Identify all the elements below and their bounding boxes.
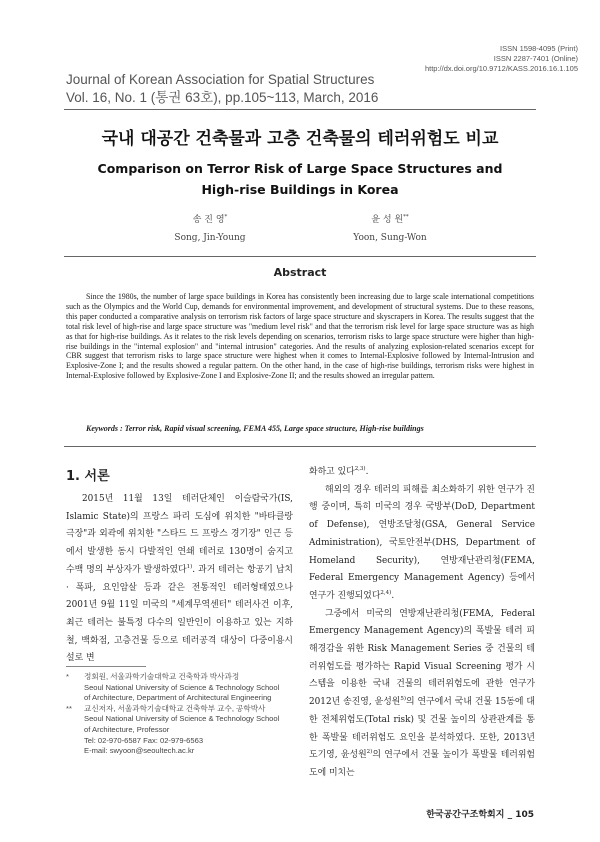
left-column <box>66 491 293 668</box>
author-1-name-en: Song, Jin-Young <box>174 233 246 243</box>
footnotes <box>66 672 296 757</box>
author-2-name-en: Yoon, Sung-Won <box>353 233 427 243</box>
journal-header <box>66 71 378 107</box>
citation: 2,4) <box>380 589 392 596</box>
abstract-text: Since the 1980s, the number of large space buildings in Korea has consistently been increasing due to large scale international competitions such as the Olympics and the World Cup, demands for environmental improvement, and development of structural systems. Due to these reasons, this paper conducted a comparative analysis on terrorism risk factors of large space structure and skyscrapers in Korea. The results suggest that the total risk level of high-rise and large space structure was "medium level risk" and that the terrorism risk level for large space structure was as high as that for high-rise buildings. As it relates to the risk levels depending on scenarios, terrorism risks to large space structure were higher than high-rise buildings in the "internal explosion" and "internal intrusion" categories. And the results of analyzing explosion-related scenarios except for CBR suggest that terrorism risks to large space structure were highest when it comes to Internal-Explosive followed by Internal-Intrusion and Explosive-Zone I; and the results showed a regular pattern. On the other hand, in the case of high-rise buildings, terrorism risks were highest in Internal-Explosive followed by Explosive-Zone I and Explosive-Zone II; and the results showed an irregular pattern. <box>66 292 534 381</box>
abstract-bottom-rule <box>64 446 536 447</box>
citation: 1) <box>186 563 193 570</box>
footnote-2: ** 교신저자, 서울과학기술대학교 건축학부 교수, 공학박사 Seoul National University of Science & Technology School of Architecture, Professor Tel: 02-970-6587 Fax: 02-979-6563 E-mail: swyoon@seoultech.ac.kr <box>66 703 280 756</box>
citation: 5) <box>400 696 407 703</box>
issn-block <box>425 44 578 74</box>
doi-link[interactable]: http://dx.doi.org/10.9712/KASS.2016.16.1.105 <box>424 64 578 73</box>
citation: 2) <box>366 749 373 756</box>
author-1 <box>140 211 280 247</box>
author-1-name-ko: 송 진 영 <box>192 215 225 225</box>
author-2-name-ko: 윤 성 원 <box>371 215 404 225</box>
volume-info: Vol. 16, No. 1 (통권 63호), pp.105~113, March, 2016 <box>66 90 379 105</box>
footnote-1: * 정회원, 서울과학기술대학교 건축학과 박사과정 Seoul National University of Science & Technology School of Architecture, Department of Architectural Engineering <box>66 672 280 703</box>
abstract-top-rule <box>64 256 536 257</box>
issn-print: ISSN 1598-4095 (Print) <box>500 44 578 53</box>
title-english: Comparison on Terror Risk of Large Space Structures and High-rise Buildings in Korea <box>97 161 503 197</box>
journal-name: Journal of Korean Association for Spatial Structures <box>66 72 375 87</box>
body-paragraph: 해외의 경우 테러의 피해를 최소화하기 위한 연구가 진행 중이며, 특히 미국의 경우 국방부(DoD, Department of Defense), 연방조달청(GSA, General Service Administration), 국토안전부(DHS, Department of Homeland Security), 연방재난관리청(FEMA, Federal Emergency Management Agency) 등에서 연구가 진행되었다$^{2,4)}$. <box>309 484 535 601</box>
right-column <box>309 464 535 783</box>
abstract-heading: Abstract <box>273 266 327 279</box>
footnote-rule <box>66 666 146 667</box>
citation: 2,3) <box>354 466 366 473</box>
author-2 <box>320 211 460 247</box>
footnote-2-mark: ** <box>66 703 72 713</box>
footnote-1-mark: * <box>66 672 69 681</box>
title-korean: 국내 대공간 건축물과 고층 건축물의 테러위험도 비교 <box>101 129 499 149</box>
issn-online: ISSN 2287-7401 (Online) <box>493 54 578 63</box>
section-heading-introduction: 1. 서론 <box>66 469 110 484</box>
author-2-mark: ** <box>403 214 409 220</box>
keywords: Keywords : Terror risk, Rapid visual screening, FEMA 455, Large space structure, High-rise buildings <box>86 424 424 433</box>
page-footer: 한국공간구조학회지 _ 105 <box>426 810 534 820</box>
author-email[interactable]: E-mail: swyoon@seoultech.ac.kr <box>84 746 195 756</box>
header-rule <box>64 109 536 110</box>
body-paragraph: 그중에서 미국의 연방재난관리청(FEMA, Federal Emergency Management Agency)의 폭발물 테러 피해경감을 위한 Risk Management Series 중 건물의 테러위험도를 평가하는 Rapid Visual Screening 평가 시스템을 이용한 국내 건물의 테러위험도에 관한 연구가 2012년 송진영, 윤성원$^{5)}$의 연구에서 국내 건물 15동에 대한 전체위험도(Total risk) 및 건물 높이의 상관관계를 통한 폭발물 테러위험도 요인을 분석하였다. 또한, 2013년 도기영, 윤성원$^{2)}$의 연구에서 건물 높이가 폭발물 테러위험도에 미치는 <box>309 608 536 778</box>
author-1-mark: * <box>224 214 228 220</box>
body-paragraph: 화하고 있다$^{2,3)}$. <box>309 466 369 477</box>
body-paragraph: 2015년 11월 13일 테러단체인 이슬람국가(IS, Islamic State)의 프랑스 파리 도심에 위치한 "바타클랑 극장"과 외곽에 위치한 "스타드 드 프랑스 경기장" 인근 등에서 발생한 동시 다발적인 연쇄 테러로 130명이 숨지고 수백 명의 부상자가 발생하였다$^{1)}$. 과거 테러는 항공기 납치 · 폭파, 요인암살 등과 같은 전통적인 테러형태였으나 2001년 9월 11일 미국의 "세계무역센터" 테러사건 이후, 최근 테러는 불특정 다수의 일반인이 이용하고 있는 지하철, 백화점, 고층건물 등으로 테러공격 대상이 다중이용시설로 변 <box>66 494 293 664</box>
